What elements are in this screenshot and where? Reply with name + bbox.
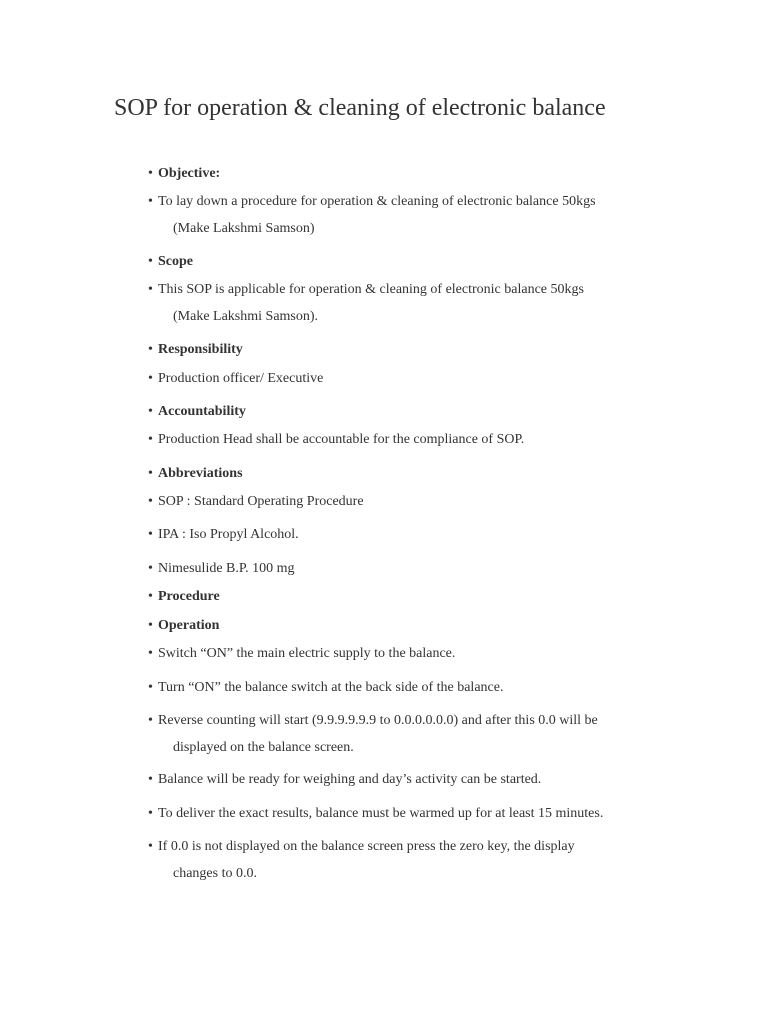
item-text: Abbreviations — [158, 466, 243, 481]
bullet-icon: • — [148, 166, 153, 181]
item-text: Reverse counting will start (9.9.9.9.9.9 to 0.0.0.0.0.0) and after this 0.0 will be — [158, 713, 598, 728]
item-text: Production Head shall be accountable for the compliance of SOP. — [158, 432, 525, 447]
bullet-icon: • — [148, 254, 153, 269]
item-continuation: changes to 0.0. — [173, 866, 257, 881]
item-text: Balance will be ready for weighing and day’s activity can be started. — [158, 772, 542, 787]
bullet-icon: • — [148, 618, 153, 633]
section-heading — [148, 336, 243, 363]
bullet-icon: • — [148, 713, 153, 728]
bullet-icon: • — [148, 561, 153, 576]
bullet-icon: • — [148, 589, 153, 604]
item-continuation: (Make Lakshmi Samson) — [173, 221, 315, 236]
item-text: Objective: — [158, 166, 221, 181]
bullet-icon: • — [148, 839, 153, 854]
list-item — [148, 707, 598, 761]
item-text: Switch “ON” the main electric supply to the balance. — [158, 646, 456, 661]
section-heading — [148, 398, 246, 425]
item-text: SOP : Standard Operating Procedure — [158, 494, 364, 509]
item-text: Procedure — [158, 589, 220, 604]
section-heading — [148, 460, 243, 487]
list-item — [148, 800, 603, 827]
bullet-icon: • — [148, 646, 153, 661]
item-text: Scope — [158, 254, 193, 269]
item-text: Accountability — [158, 404, 246, 419]
section-heading — [148, 160, 220, 187]
bullet-icon: • — [148, 806, 153, 821]
list-item — [148, 276, 584, 330]
item-text: This SOP is applicable for operation & cleaning of electronic balance 50kgs — [158, 282, 584, 297]
item-text: IPA : Iso Propyl Alcohol. — [158, 527, 299, 542]
list-item — [148, 640, 455, 667]
list-item — [148, 188, 596, 242]
bullet-icon: • — [148, 194, 153, 209]
section-heading — [148, 612, 219, 639]
section-heading — [148, 248, 193, 275]
item-text: To lay down a procedure for operation & cleaning of electronic balance 50kgs — [158, 194, 596, 209]
bullet-icon: • — [148, 494, 153, 509]
item-text: To deliver the exact results, balance must be warmed up for at least 15 minutes. — [158, 806, 604, 821]
bullet-icon: • — [148, 432, 153, 447]
bullet-icon: • — [148, 466, 153, 481]
item-text: If 0.0 is not displayed on the balance screen press the zero key, the display — [158, 839, 575, 854]
page-title: SOP for operation & cleaning of electronic balance — [114, 95, 606, 121]
list-item — [148, 674, 503, 701]
item-text: Operation — [158, 618, 220, 633]
list-item — [148, 488, 364, 515]
section-heading — [148, 583, 220, 610]
bullet-icon: • — [148, 680, 153, 695]
list-item — [148, 833, 575, 887]
bullet-icon: • — [148, 772, 153, 787]
list-item — [148, 766, 541, 793]
item-text: Production officer/ Executive — [158, 371, 324, 386]
bullet-icon: • — [148, 342, 153, 357]
item-continuation: displayed on the balance screen. — [173, 740, 354, 755]
item-text: Nimesulide B.P. 100 mg — [158, 561, 295, 576]
list-item — [148, 365, 323, 392]
bullet-icon: • — [148, 282, 153, 297]
bullet-icon: • — [148, 404, 153, 419]
bullet-icon: • — [148, 527, 153, 542]
item-continuation: (Make Lakshmi Samson). — [173, 309, 319, 324]
bullet-icon: • — [148, 371, 153, 386]
list-item — [148, 521, 299, 548]
list-item — [148, 426, 524, 453]
item-text: Turn “ON” the balance switch at the back side of the balance. — [158, 680, 504, 695]
list-item — [148, 555, 295, 582]
item-text: Responsibility — [158, 342, 243, 357]
